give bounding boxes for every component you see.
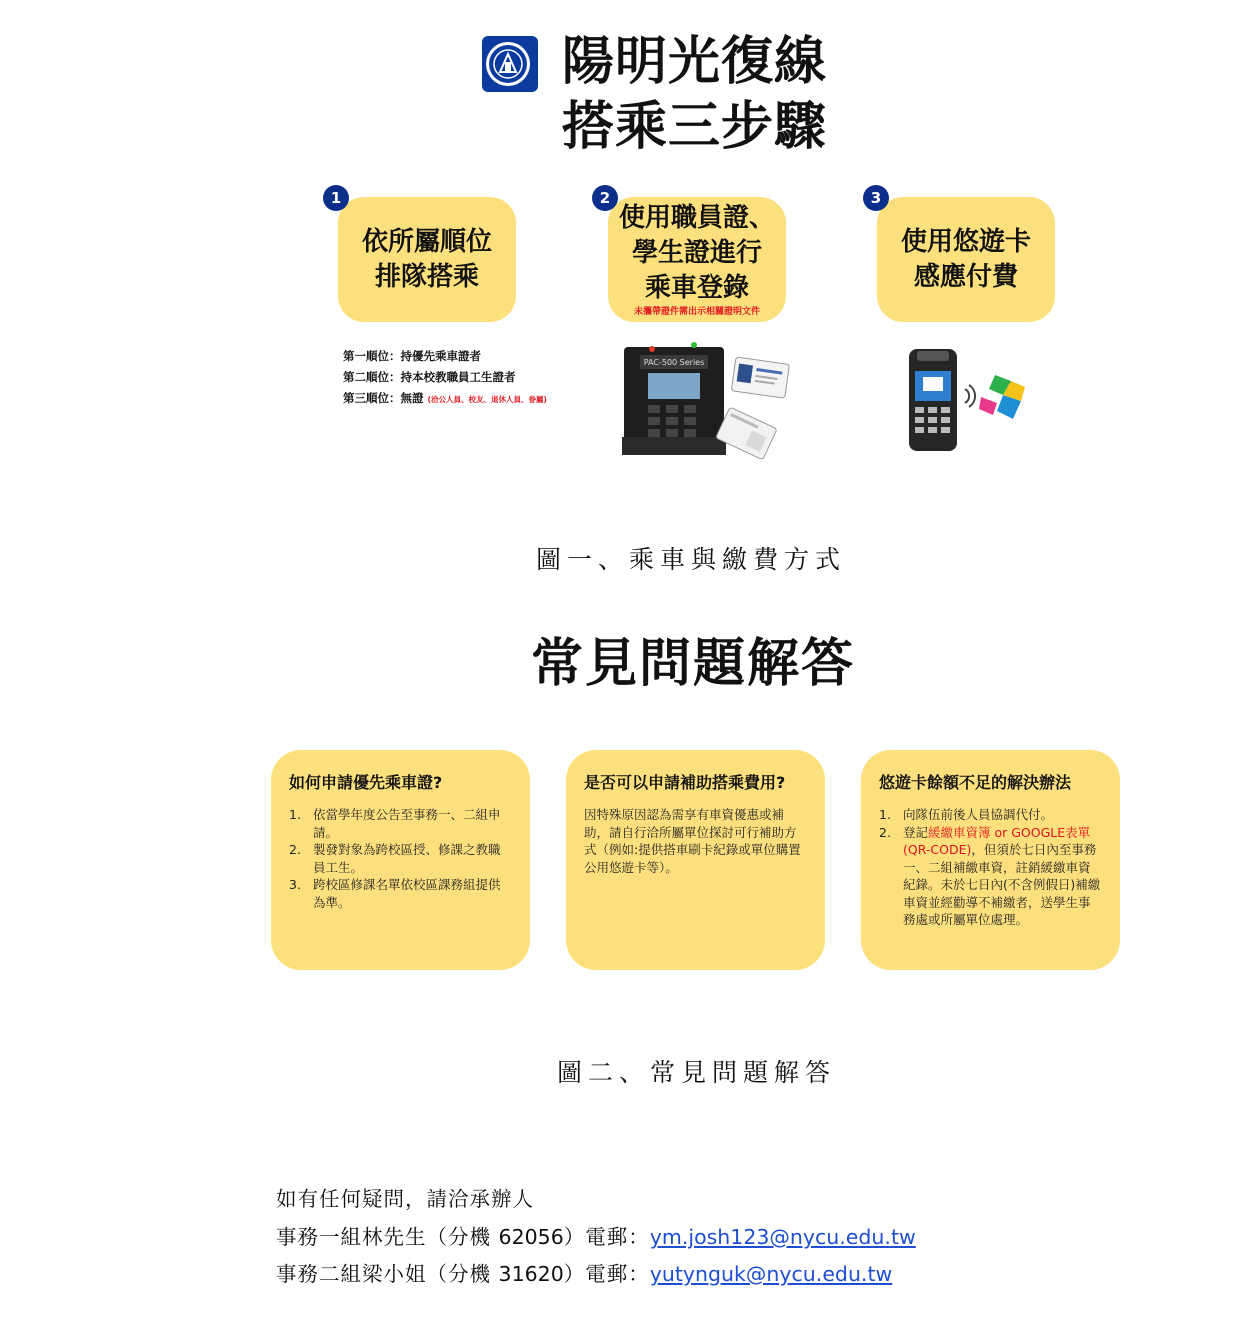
step-1-line-1: 依所屬順位: [361, 226, 492, 257]
faq-3-item-1: 1. 向隊伍前後人員協調代付。: [879, 807, 1054, 822]
priority-row-3-label: 第三順位：無證: [343, 391, 424, 405]
step-2-line-1: 使用職員證、: [618, 203, 775, 233]
step-number-badge-3: 3: [863, 185, 889, 211]
email-link-2[interactable]: yutynguk@nycu.edu.tw: [649, 1262, 893, 1286]
faq-1-item-1: 1. 依當學年度公告至事務一、二組申請。: [289, 807, 501, 840]
priority-row-1: 第一順位：持優先乘車證者: [343, 349, 481, 363]
faq-3-item-2: 2. 登記緩繳車資簿 or GOOGLE表單(QR-CODE)，但須於七日內至事務一、二組補繳車資，註銷緩繳車資紀錄。未於七日內(不含例假日)補繳車資並經勸導不補繳者，送學生事務處或所屬單位處理。: [879, 824, 1101, 927]
step-1-line-2: 排隊搭乘: [374, 261, 479, 292]
priority-row-2: 第二順位：持本校教職員工生證者: [343, 370, 516, 384]
step-2-line-2: 學生證進行: [631, 238, 762, 268]
priority-row-3: [343, 388, 547, 410]
deferred-fare-form-text: 緩繳車資簿 or GOOGLE表單(QR-CODE): [903, 824, 1091, 857]
step-2-line-3: 乘車登錄: [644, 273, 749, 303]
step-card-3: [877, 197, 1055, 322]
page-title-line1: 陽明光復線: [562, 32, 828, 92]
faq-2-text: 因特殊原因認為需享有車資優惠或補助，請自行洽所屬單位探討可行補助方式（例如:提供搭車刷卡紀錄或單位購置公用悠遊卡等）。: [584, 807, 801, 875]
card-reader-image: [620, 337, 798, 461]
contact-line-1: 事務一組林先生（分機 62056）電郵：ym.josh123@nycu.edu.tw: [276, 1225, 916, 1249]
faq-card-fare-subsidy: [566, 750, 825, 970]
step-3-line-2: 感應付費: [913, 261, 1018, 292]
reader-label: PAC-500 Series: [643, 358, 705, 367]
contact-intro: 如有任何疑問，請洽承辦人: [276, 1187, 534, 1211]
step-card-1: [338, 197, 516, 322]
contact-line-2: 事務二組梁小姐（分機 31620）電郵：yutynguk@nycu.edu.tw: [276, 1262, 893, 1286]
step-3-line-1: 使用悠遊卡: [900, 226, 1031, 257]
figure-caption-1: 圖一、乘車與繳費方式: [536, 545, 847, 574]
priority-row-3-note: (洽公人員、校友、退休人員、眷屬): [427, 395, 547, 404]
faq-1-title: 如何申請優先乘車證?: [289, 773, 443, 792]
faq-card-priority-pass: [271, 750, 530, 970]
faq-heading: 常見問題解答: [531, 634, 856, 694]
step-2-note: 未攜帶證件需出示相關證明文件: [633, 307, 760, 317]
university-logo: [478, 34, 540, 94]
priority-list: [343, 346, 547, 410]
step-card-2: [608, 197, 786, 322]
faq-3-title: 悠遊卡餘額不足的解決辦法: [879, 773, 1072, 792]
faq-1-item-3: 3. 跨校區修課名單依校區課務組提供為準。: [289, 877, 501, 910]
figure-caption-2: 圖二、常見問題解答: [557, 1058, 837, 1087]
faq-card-insufficient-balance: [861, 750, 1120, 970]
email-link-1[interactable]: ym.josh123@nycu.edu.tw: [649, 1225, 916, 1249]
easycard-terminal-image: [905, 345, 1037, 455]
faq-2-title: 是否可以申請補助搭乘費用?: [584, 773, 786, 792]
step-number-badge-1: 1: [323, 185, 349, 211]
faq-1-item-2: 2. 製發對象為跨校區授、修課之教職員工生。: [289, 842, 501, 875]
step-number-badge-2: 2: [592, 185, 618, 211]
page-title-line2: 搭乘三步驟: [562, 97, 828, 157]
